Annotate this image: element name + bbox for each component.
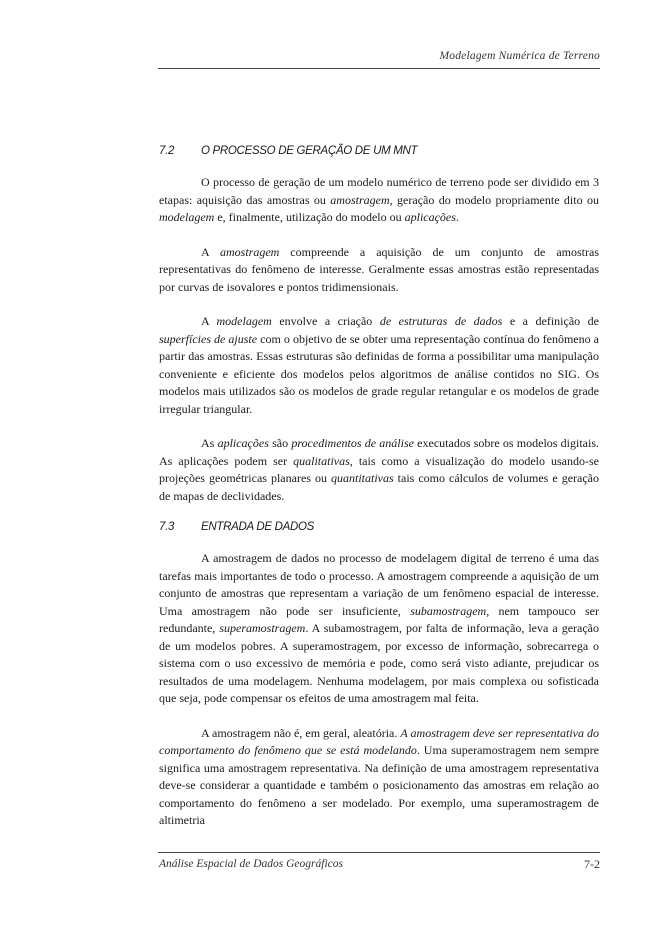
emphasis: aplicações (217, 436, 269, 450)
section-heading-7-3 (159, 519, 599, 536)
footer-rule (158, 852, 600, 853)
page-number: 7-2 (584, 857, 600, 871)
emphasis: amostragem (219, 244, 280, 259)
text: . A subamostragem, por falta de informação, leva a geração de um modelos pobres. A superamostragem, por excesso de informação, sobrecarrega o sistema com o uso excessivo de memória e pode, como será visto adiante, prejudicar os resultados de uma modelagem. Nenhuma modelagem, por mais complexa ou sofisticada que seja, pode compensar os efeitos de uma amostragem mal feita. (159, 621, 599, 705)
text: . (455, 210, 459, 224)
paragraph-3 (159, 313, 599, 418)
text: tais como cálculos de volumes e geração de mapas de declividades. (159, 471, 599, 503)
section-title: O PROCESSO DE GERAÇÃO DE UM MNT (201, 145, 418, 157)
emphasis: modelagem (159, 210, 215, 224)
header-rule (158, 68, 600, 69)
emphasis: de estruturas de dados (379, 314, 503, 328)
text: e a definição de (502, 314, 599, 328)
page-body (159, 140, 599, 847)
text: executados sobre os modelos digitais. As aplicações podem ser (159, 436, 600, 468)
emphasis: superamostragem (219, 621, 306, 635)
section-heading-7-2 (159, 143, 599, 160)
emphasis: A amostragem deve ser representativa do comportamento do fenômeno que se está modelando (159, 725, 600, 757)
text: O processo de geração de um modelo numérico de terreno pode ser dividido em 3 etapas: aquisição das amostras ou (159, 175, 599, 207)
text: A (201, 314, 217, 328)
section-title: ENTRADA DE DADOS (201, 521, 314, 533)
text: . Uma superamostragem nem sempre significa uma amostragem representativa. Na definição de uma amostragem representativa deve-se considerar a quantidade e também o posicionamento das amostras em relação ao comportamento do fenômeno a ser modelado. Por exemplo, uma superamostragem de altimetria (159, 743, 599, 827)
paragraph-4 (159, 435, 599, 505)
text: com o objetivo de se obter uma representação contínua do fenômeno a partir das amostras. Essas estruturas são definidas de forma a possibilitar uma manipulação conveniente e eficiente dos modelos pelos algoritmos de análise contidos no SIG. Os modelos mais utilizados são os modelos de grade regular retangular e os modelos de grade irregular triangular. (159, 331, 600, 416)
text: são (268, 436, 292, 450)
text: e, finalmente, utilização do modelo ou (214, 210, 405, 224)
emphasis: subamostragem (410, 603, 487, 618)
paragraph-5 (159, 550, 599, 708)
text: , nem tampouco ser redundante, (159, 603, 599, 635)
running-header: Modelagem Numérica de Terreno (439, 50, 600, 62)
paragraph-2 (159, 244, 599, 297)
section-number: 7.2 (159, 145, 175, 157)
text: , tais como a visualização do modelo usando-se projeções geométricas planares ou (159, 453, 600, 485)
text: As (201, 436, 218, 450)
emphasis: procedimentos de análise (291, 436, 414, 450)
emphasis: amostragem (330, 192, 390, 207)
running-footer-title: Análise Espacial de Dados Geográficos (159, 858, 343, 870)
text: A amostragem não é, em geral, aleatória. (201, 725, 401, 740)
text: envolve a criação (271, 314, 380, 328)
section-number: 7.3 (159, 521, 175, 533)
paragraph-6 (159, 725, 599, 830)
emphasis: aplicações (404, 210, 456, 224)
text: , geração do modelo propriamente dito ou (389, 192, 599, 207)
emphasis: quantitativas (330, 471, 394, 485)
paragraph-1 (159, 174, 599, 227)
emphasis: superfícies de ajuste (159, 331, 258, 346)
emphasis: qualitativas (293, 453, 350, 468)
emphasis: modelagem (216, 314, 272, 328)
text: compreende a aquisição de um conjunto de amostras representativas do fenômeno de interesse. Geralmente essas amostras estão representadas por curvas de isovalores e pontos tridimensionais. (159, 244, 599, 294)
text: A amostragem de dados no processo de modelagem digital de terreno é uma das tarefas mais importantes de todo o processo. A amostragem compreende a aquisição de um conjunto de amostras que representam a variação de um fenômeno espacial de interesse. Uma amostragem não pode ser insuficiente, (159, 551, 599, 618)
text: A (201, 244, 220, 259)
